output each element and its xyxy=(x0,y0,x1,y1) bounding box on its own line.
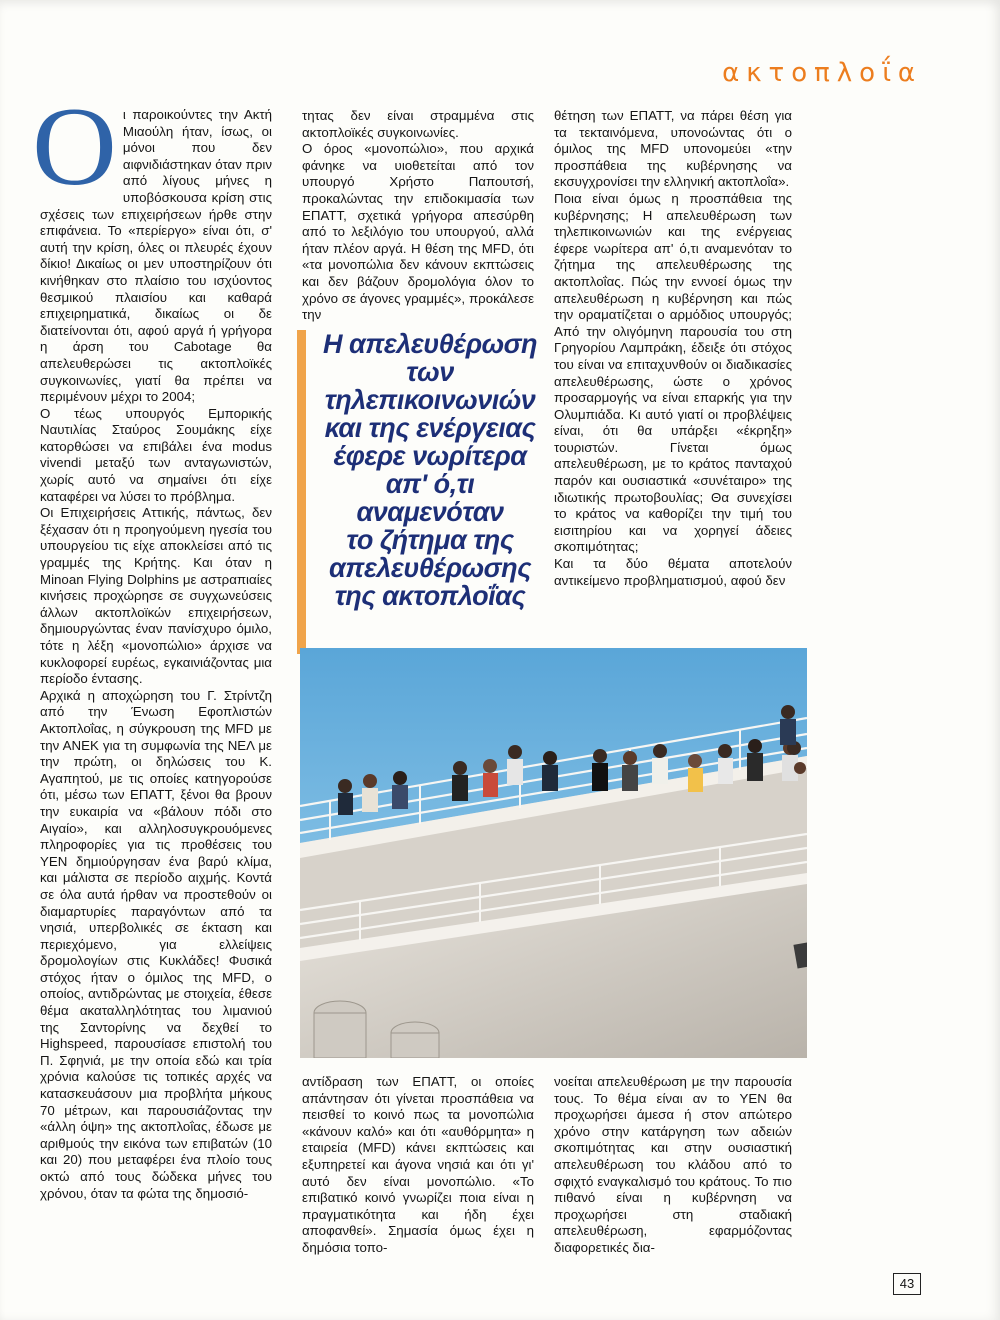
paragraph: αντίδραση των ΕΠΑΤΤ, οι οποίες απάντησαν ότι γίνεται προσπάθεια να πεισθεί το κοινό πως τα μονοπώλια «κάνουν καλό» και ότι «αυθόρμητα» η εταιρεία (MFD) κάνει εκπτώσεις και εξυπηρετεί και άγονα νησιά και ότι γι' αυτό δεν είναι μονοπώλιο. «Το επιβατικό κοινό γνωρίζει ποια είναι η πραγματικότητα και ήδη έχει αποφανθεί». Σημασία όμως έχει η δημόσια τοπο- xyxy=(302,1074,534,1255)
paragraph: Ο όρος «μονοπώλιο», που αρχικά φάνηκε να υιοθετείται από τον υπουργό Χρήστο Παπουτσή, προκαλώντας την επιδοκιμασία των ΕΠΑΤΤ, σχετικά γρήγορα απεσύρθη από το λεξιλόγιο του υπουργού, αλλά ήταν πλέον αργά. Η θέση της MFD, ότι «τα μονοπώλια δεν κάνουν εκπτώσεις και δεν βάζουν δρομολόγια όλον το χρόνο σε άγονες γραμμές», προκάλεσε την xyxy=(302,141,534,323)
paragraph: Ποια είναι όμως η προσπάθεια της κυβέρνησης; Η απελευθέρωση των τηλεπικοινωνιών και της ενέργειας έφερε νωρίτερα απ' ό,τι αναμενόταν το ζήτημα της απελευθέρωσης της ακτοπλοΐας. Πώς την εννοεί όμως την απελευθέρωση η κυβέρνηση και πώς την οραματίζεται ο αρμόδιος υπουργός; Από την ολιγόμηνη παρουσία του στη Γρηγορίου Λαμπράκη, έδειξε ότι στόχος του είναι να επιταχυνθούν οι διαδικασίες απελευθέρωσης, ώστε ο χρόνος προσαρμογής να είναι επαρκής για την Ολυμπιάδα. Κι αυτό γιατί οι προβλέψεις είναι, ότι θα υπάρξει «έκρηξη» τουριστών. Γίνεται όμως απελευθέρωση, με το κράτος πανταχού παρόν και ουσιαστικά «συνέταιρο» της ιδιωτικής πρωτοβουλίας; Θα συνεχίσει το κράτος να καθορίζει την τιμή του εισιτηρίου και να χορηγεί άδειες σκοπιμότητας; xyxy=(554,190,792,555)
drop-cap: Ο xyxy=(31,85,117,209)
article-column-2-bottom xyxy=(302,1074,534,1257)
pull-quote-line: Η απελευθέρωση xyxy=(322,329,538,359)
pull-quote-line: το ζήτημα της xyxy=(346,525,514,555)
paragraph: θέτηση των ΕΠΑΤΤ, να πάρει θέση για τα τεκταινόμενα, υπονοώντας ότι ο όμιλος της MFD υπονομεύει «την προσπάθεια της κυβέρνησης να εκσυγχρονίσει την ελληνική ακτοπλοΐα». xyxy=(554,108,792,190)
article-column-1 xyxy=(31,85,272,1202)
paragraph: Και τα δύο θέματα αποτελούν αντικείμενο προβληματισμού, αφού δεν xyxy=(554,556,792,588)
ferry-deck-illustration xyxy=(300,648,807,1058)
article-column-3 xyxy=(554,108,792,589)
pull-quote xyxy=(297,330,542,654)
pull-quote-line: έφερε νωρίτερα xyxy=(333,441,527,471)
pull-quote-line: αναμενόταν xyxy=(356,497,504,527)
pull-quote-line: απ' ό,τι xyxy=(385,469,475,499)
section-title: ακτοπλοΐα xyxy=(722,58,922,88)
article-column-3-bottom xyxy=(554,1074,792,1257)
paragraph: ι παροικούντες την Ακτή Μιαούλη ήταν, ίσως, οι μόνοι που δεν αιφνιδιάστηκαν όταν πριν από λίγους μήνες η υποβόσκουσα κρίση στις σχέσεις των επιχειρήσεων ήρθε στην επιφάνεια. Το «περίεργο» είναι ότι, σ' αυτή την κρίση, όλες οι πλευρές έχουν δίκιο! Δικαίως οι μεν υποστηρίζουν ότι κινήθηκαν στο πλαίσιο του ισχύοντος θεσμικού πλαισίου και καθαρά επιχειρηματικά, δικαίως οι δε διατείνονται ότι, αφού αργά ή γρήγορα η άρση του Cabotage θα απελευθερώσει τις ακτοπλοϊκές συγκοινωνίες, γιατί θα πρέπει να περιμένουν μέχρι το 2004; xyxy=(40,107,272,405)
pull-quote-line: τηλεπικοινωνιών xyxy=(324,385,536,415)
paragraph: Ο τέως υπουργός Εμπορικής Ναυτιλίας Σταύρος Σουμάκης είχε κατορθώσει να επιβάλει ένα modus vivendi μεταξύ των ανταγωνιστών, χωρίς αυτό να σημαίνει ότι είχε καταφέρει να λύσει το πρόβλημα. xyxy=(40,405,272,504)
pull-quote-line: των xyxy=(406,357,454,387)
paragraph: Αρχικά η αποχώρηση του Γ. Στρίντζη από την Ένωση Εφοπλιστών Ακτοπλοΐας, η σύγκρουση της MFD με την ΑΝΕΚ για τη συμφωνία της ΝΕΛ με την πρώτη, οι δηλώσεις του Κ. Αγαπητού, με τις οποίες κατηγορούσε ότι, μέσω των ΕΠΑΤΤ, ξένοι θα βρουν την ευκαιρία να «βάλουν πόδι στο Αιγαίο», και αλληλοσυγκρουόμενες πληροφορίες για τις προθέσεις του ΥΕΝ δημιούργησαν ένα βαρύ κλίμα, και μάλιστα σε περίοδο αιχμής. Κοντά σε όλα αυτά ήρθαν να προστεθούν οι διαμαρτυρίες παραγόντων από τα νησιά, υπερβολικές σε έκταση και περιεχόμενο, για ελλείψεις δρομολογίων στις Κυκλάδες! Φυσικά στόχος ήταν ο όμιλος της MFD, ο οποίος, αντιδρώντας με στοιχεία, έθεσε θέμα ακαταλληλότητας του λιμανιού της Σαντορίνης να δεχθεί το Highspeed, παρουσίασε επιστολή του Π. Σφηνιά, με την οποία εδώ και τρία χρόνια καλούσε τις τοπικές αρχές να κατασκευάσουν μια προβλήτα μήκους 70 μέτρων, και παρουσιάζοντας την «άλλη όψη» της ακτοπλοΐας, έδωσε με αριθμούς την εικόνα των επιβατών (10 και 20) που μεταφέρει ένα πλοίο τους οκτώ από τους δώδεκα μήνες του χρόνου, όταν τα φώτα της δημοσιό- xyxy=(40,687,272,1201)
paragraph: Οι Επιχειρήσεις Αττικής, πάντως, δεν ξέχασαν ότι η προηγούμενη ηγεσία του υπουργείου τις είχε αποκλείσει από τις γραμμές της Κρήτης. Και όταν η Minoan Flying Dolphins με αστραπιαίες κινήσεις προχώρησε σε συγχωνεύσεις άλλων ακτοπλοϊκών επιχειρήσεων, δημιουργώντας έναν πανίσχυρο όμιλο, τότε η λέξη «μονοπώλιο» άρχισε να κυκλοφορεί ευρέως, εγκαινιάζοντας μια περίοδο έντασης. xyxy=(40,505,272,687)
page-number: 43 xyxy=(893,1273,921,1295)
paragraph: νοείται απελευθέρωση με την παρουσία τους. Το θέμα είναι αν το ΥΕΝ θα προχωρήσει άμεσα ή στον απώτερο χρόνο στην κατάργηση των αδειών σκοπιμότητας και στην ουσιαστική απελευθέρωση του κλάδου από το σφιχτό εναγκαλισμό του κράτους. Το πιο πιθανό είναι η κυβέρνηση να προχωρήσει στη σταδιακή απελευθέρωση, εφαρμόζοντας διαφορετικές δια- xyxy=(554,1074,792,1255)
ferry-deck-photo xyxy=(300,648,807,1058)
pull-quote-line: και της ενέργειας xyxy=(324,413,536,443)
pull-quote-line: της ακτοπλοΐας xyxy=(334,581,526,611)
pull-quote-line: απελευθέρωσης xyxy=(329,553,531,583)
paragraph: τητας δεν είναι στραμμένα στις ακτοπλοϊκές συγκοινωνίες. xyxy=(302,108,534,140)
article-column-2 xyxy=(302,108,534,324)
